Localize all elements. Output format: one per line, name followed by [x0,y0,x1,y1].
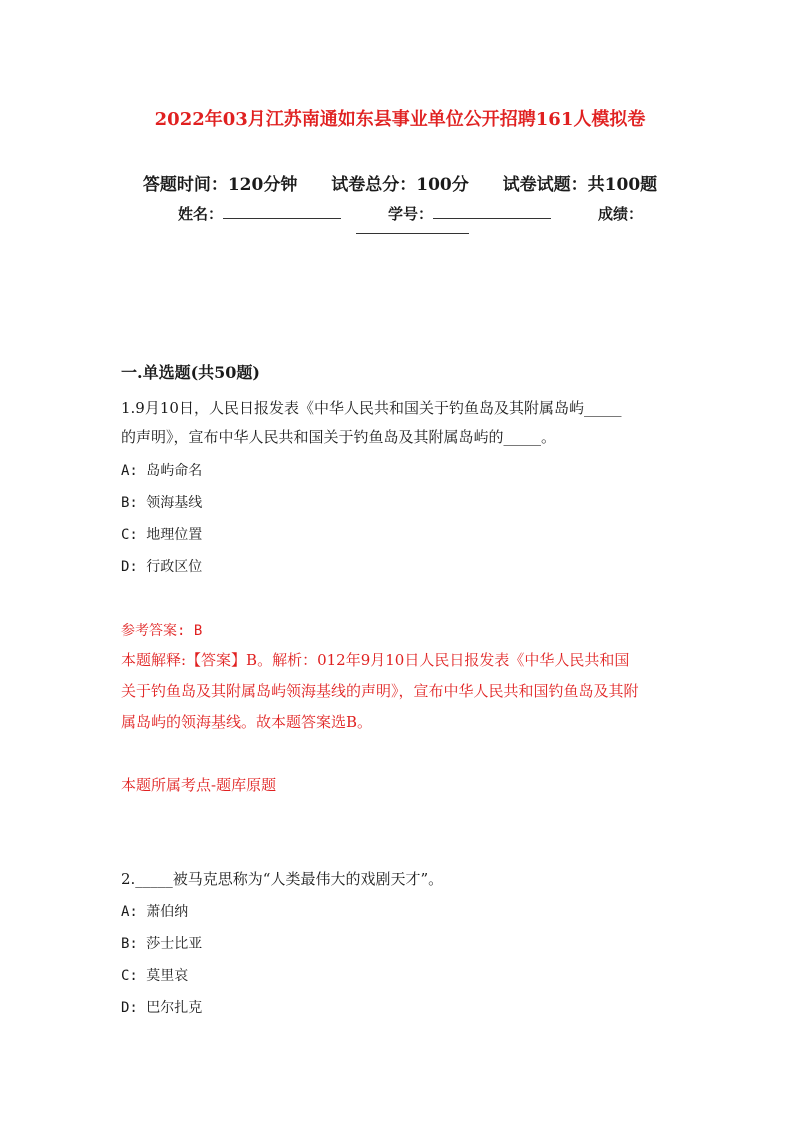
q2-option-d[interactable]: D: 巴尔扎克 [121,1000,203,1016]
exam-title: 2022年03月江苏南通如东县事业单位公开招聘161人模拟卷 [154,109,646,130]
q1-option-d[interactable]: D: 行政区位 [121,559,203,575]
q2-option-a[interactable]: A: 萧伯纳 [121,904,189,920]
score-blank[interactable] [356,232,469,234]
section-heading: 一.单选题(共50题) [121,363,260,382]
exam-time: 答题时间：120分钟 [142,175,298,195]
question-1-line-1: 1.9月10日，人民日报发表《中华人民共和国关于钓鱼岛及其附属岛屿_____ [121,399,622,417]
name-field [178,203,341,224]
score-field [598,203,643,224]
id-field [388,203,551,224]
question-2-line-1: 2._____被马克思称为“人类最伟大的戏剧天才”。 [121,870,444,888]
q1-answer: 参考答案: B [121,623,203,639]
name-blank[interactable] [223,204,341,219]
exam-total-score: 试卷总分：100分 [331,175,469,195]
q1-explanation-line-3: 属岛屿的领海基线。故本题答案选B。 [121,713,373,731]
id-blank[interactable] [433,204,551,219]
question-1-line-2: 的声明》，宣布中华人民共和国关于钓鱼岛及其附属岛屿的_____。 [121,428,557,446]
q1-option-a[interactable]: A: 岛屿命名 [121,463,203,479]
q2-option-b[interactable]: B: 莎士比亚 [121,936,203,952]
q1-option-b[interactable]: B: 领海基线 [121,495,203,511]
q1-explanation-line-1: 本题解释:【答案】B。解析：012年9月10日人民日报发表《中华人民共和国 [121,651,630,669]
q2-option-c[interactable]: C: 莫里哀 [121,968,189,984]
q1-source: 本题所属考点-题库原题 [121,776,277,794]
q1-option-c[interactable]: C: 地理位置 [121,527,203,543]
exam-question-count: 试卷试题：共100题 [502,175,658,195]
q1-explanation-line-2: 关于钓鱼岛及其附属岛屿领海基线的声明》，宣布中华人民共和国钓鱼岛及其附 [121,682,639,700]
score-label: 成绩： [598,205,644,223]
exam-info [0,170,800,195]
id-label: 学号： [388,205,434,223]
name-label: 姓名： [178,205,224,223]
